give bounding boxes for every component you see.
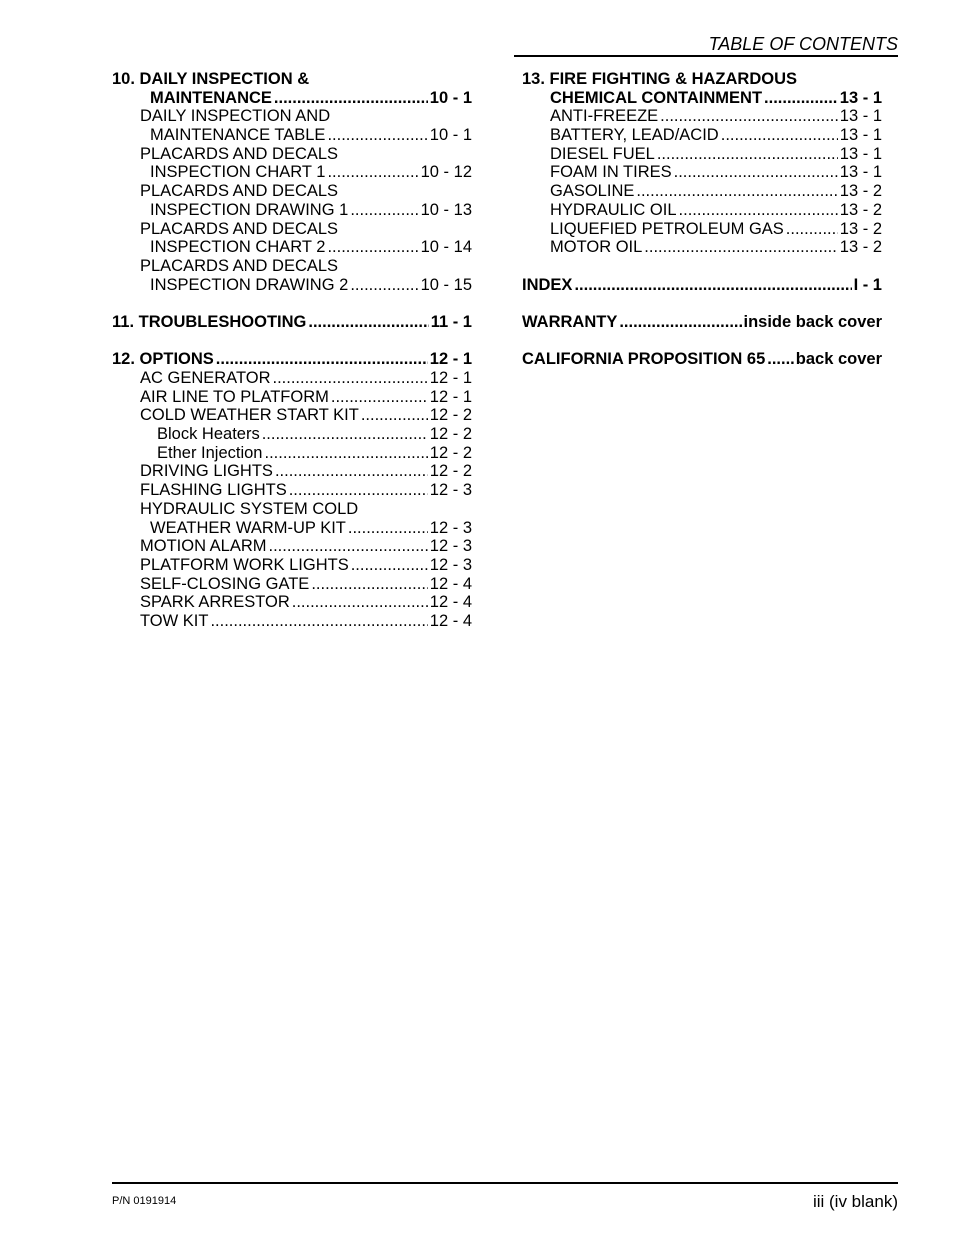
toc-entry[interactable] [112,593,472,612]
toc-dot-leader [289,481,428,500]
toc-entry-page: 12 - 1 [429,387,472,406]
toc-entry[interactable] [112,238,472,257]
toc-entry-title: ANTI-FREEZE [550,107,659,126]
toc-entry-page: 13 - 2 [839,200,882,219]
toc-dot-leader [574,276,851,295]
toc-dot-leader [264,444,427,463]
toc-entry-title: INSPECTION DRAWING 1 [150,200,349,219]
toc-entry[interactable] [112,519,472,538]
toc-entry[interactable] [112,481,472,500]
toc-entry-title: 10. DAILY INSPECTION & [112,70,310,88]
toc-entry[interactable] [522,220,882,239]
toc-entry-page: 10 - 13 [420,200,472,219]
toc-entry-page: 11 - 1 [430,312,472,331]
toc-entry[interactable] [522,145,882,164]
toc-dot-leader [327,126,427,145]
toc-entry-page: 12 - 4 [429,574,472,593]
toc-dot-leader [674,163,838,182]
footer-page-label: iii (iv blank) [812,1192,898,1211]
toc-entry-title: Block Heaters [157,425,260,444]
toc-dot-leader [327,238,418,257]
toc-dot-leader [361,406,428,425]
toc-entry-title: PLACARDS AND DECALS [140,256,339,275]
toc-entry-page: 13 - 1 [839,126,882,145]
toc-entry-title: SELF-CLOSING GATE [140,574,310,593]
toc-entry[interactable] [112,425,472,444]
toc-entry[interactable] [522,126,882,145]
toc-dot-leader [764,89,838,108]
toc-entry-page: 13 - 1 [839,163,882,182]
toc-dot-leader [350,201,418,220]
toc-entry-page: 12 - 1 [429,350,472,369]
toc-entry-title: INSPECTION CHART 2 [150,238,326,257]
toc-entry[interactable] [112,313,472,332]
toc-entry-title: COLD WEATHER START KIT [140,406,359,425]
toc-dot-leader [327,163,418,182]
footer-rule [112,1182,898,1184]
toc-entry-title: GASOLINE [550,182,635,201]
toc-entry-page: 12 - 4 [429,593,472,612]
toc-entry[interactable] [112,406,472,425]
toc-entry-title: PLACARDS AND DECALS [140,144,339,163]
toc-entry[interactable] [112,369,472,388]
toc-dot-leader [262,425,428,444]
toc-entry-page: 12 - 2 [429,406,472,425]
toc-dot-leader [636,182,837,201]
toc-entry[interactable] [522,107,882,126]
toc-dot-leader [679,201,838,220]
toc-entry-title: 12. OPTIONS [112,350,214,369]
toc-entry-page: 12 - 2 [429,443,472,462]
toc-entry[interactable] [112,388,472,407]
toc-entry-title: HYDRAULIC SYSTEM COLD [140,499,359,518]
toc-entry-title: AC GENERATOR [140,369,271,387]
toc-dot-leader [721,126,838,145]
toc-entry-title: 13. FIRE FIGHTING & HAZARDOUS [522,70,798,88]
toc-dot-leader [657,145,838,164]
toc-entry-page: back cover [795,350,882,369]
toc-dot-leader [331,388,428,407]
toc-entry[interactable] [522,182,882,201]
toc-entry[interactable] [522,70,882,89]
toc-entry[interactable] [112,444,472,463]
toc-entry-page: 12 - 3 [429,481,472,500]
toc-entry-page: 10 - 1 [429,88,472,107]
toc-entry[interactable] [112,126,472,145]
toc-entry-title: Ether Injection [157,443,263,462]
toc-dot-leader [311,575,427,594]
toc-entry[interactable] [522,163,882,182]
toc-entry-page: 13 - 1 [839,107,882,126]
toc-entry-title: TOW KIT [140,611,209,630]
toc-dot-leader [275,462,428,481]
toc-entry-title: FLASHING LIGHTS [140,481,287,500]
toc-dot-leader [786,220,838,239]
toc-entry[interactable] [112,107,472,126]
toc-entry-page: 10 - 14 [420,238,472,257]
toc-entry[interactable] [112,500,472,519]
toc-dot-leader [619,313,741,332]
toc-entry-title: INDEX [522,275,573,294]
toc-entry-title: INSPECTION DRAWING 2 [150,275,349,294]
toc-dot-leader [274,89,428,108]
toc-entry-title: BATTERY, LEAD/ACID [550,126,719,145]
toc-entry-page: 12 - 3 [429,555,472,574]
toc-entry-page: 13 - 1 [839,144,882,163]
toc-entry[interactable] [522,276,882,295]
toc-entry-page: I - 1 [853,275,882,294]
toc-entry-title: CHEMICAL CONTAINMENT [550,88,763,107]
toc-entry[interactable] [112,537,472,556]
toc-entry-page: 13 - 2 [839,238,882,257]
toc-entry-page: 12 - 1 [429,369,472,387]
toc-entry-title: FOAM IN TIRES [550,163,672,182]
toc-dot-leader [273,369,428,388]
toc-spacer [522,294,882,313]
toc-entry-page: 13 - 2 [839,219,882,238]
toc-entry-title: DAILY INSPECTION AND [140,107,331,126]
toc-entry-title: LIQUEFIED PETROLEUM GAS [550,219,784,238]
toc-entry-title: PLATFORM WORK LIGHTS [140,555,349,574]
toc-entry-title: HYDRAULIC OIL [550,200,677,219]
toc-entry-title: INSPECTION CHART 1 [150,163,326,182]
toc-dot-leader [350,276,418,295]
toc-entry[interactable] [112,556,472,575]
toc-spacer [112,294,472,313]
toc-entry-page: 13 - 2 [839,182,882,201]
toc-entry-page: 12 - 4 [429,611,472,630]
toc-dot-leader [308,313,428,332]
toc-dot-leader [348,519,428,538]
toc-entry-title: MOTOR OIL [550,238,643,257]
toc-entry[interactable] [522,238,882,257]
toc-entry-title: 11. TROUBLESHOOTING [112,312,307,331]
toc-entry-page: inside back cover [743,312,882,331]
toc-entry-page: 10 - 1 [429,126,472,145]
toc-entry-title: DIESEL FUEL [550,144,655,163]
toc-entry[interactable] [522,201,882,220]
toc-dot-leader [210,612,427,631]
toc-left-column [112,70,472,631]
toc-right-column [522,70,882,369]
toc-spacer [522,332,882,351]
toc-entry-title: AIR LINE TO PLATFORM [140,387,329,406]
toc-entry[interactable] [112,145,472,164]
toc-entry[interactable] [112,350,472,369]
toc-entry[interactable] [112,575,472,594]
page-header-title: TABLE OF CONTENTS [708,34,898,54]
header-rule [514,55,898,57]
toc-entry[interactable] [522,350,882,369]
footer-part-number: P/N 0191914 [112,1195,177,1207]
toc-entry[interactable] [522,89,882,108]
toc-entry[interactable] [112,612,472,631]
toc-entry-page: 10 - 15 [420,275,472,294]
toc-entry-title: MAINTENANCE TABLE [150,126,326,145]
toc-entry[interactable] [112,89,472,108]
toc-entry[interactable] [522,313,882,332]
toc-entry-title: MOTION ALARM [140,537,267,556]
toc-entry[interactable] [112,163,472,182]
toc-spacer [112,332,472,351]
toc-dot-leader [644,238,838,257]
toc-entry-page: 13 - 1 [839,88,882,107]
toc-entry-page: 12 - 3 [429,537,472,556]
toc-entry-title: SPARK ARRESTOR [140,593,290,612]
toc-entry-title: PLACARDS AND DECALS [140,182,339,201]
toc-dot-leader [269,537,428,556]
toc-entry-page: 12 - 2 [429,425,472,444]
toc-entry[interactable] [112,462,472,481]
toc-entry[interactable] [112,220,472,239]
toc-entry[interactable] [112,182,472,201]
toc-entry-page: 12 - 2 [429,462,472,481]
toc-entry[interactable] [112,201,472,220]
toc-entry-page: 12 - 3 [429,518,472,537]
toc-dot-leader [660,107,838,126]
toc-entry[interactable] [112,276,472,295]
toc-dot-leader [351,556,428,575]
toc-entry-title: WEATHER WARM-UP KIT [150,518,346,537]
toc-entry[interactable] [112,70,472,89]
toc-dot-leader [292,593,428,612]
toc-dot-leader [216,350,428,369]
toc-entry-title: PLACARDS AND DECALS [140,219,339,238]
toc-spacer [522,257,882,276]
toc-entry-title: WARRANTY [522,312,618,331]
toc-entry-title: MAINTENANCE [150,88,272,107]
toc-entry-title: CALIFORNIA PROPOSITION 65 [522,350,766,369]
toc-dot-leader [767,350,794,369]
toc-entry[interactable] [112,257,472,276]
toc-entry-page: 10 - 12 [420,163,472,182]
toc-entry-title: DRIVING LIGHTS [140,462,273,481]
